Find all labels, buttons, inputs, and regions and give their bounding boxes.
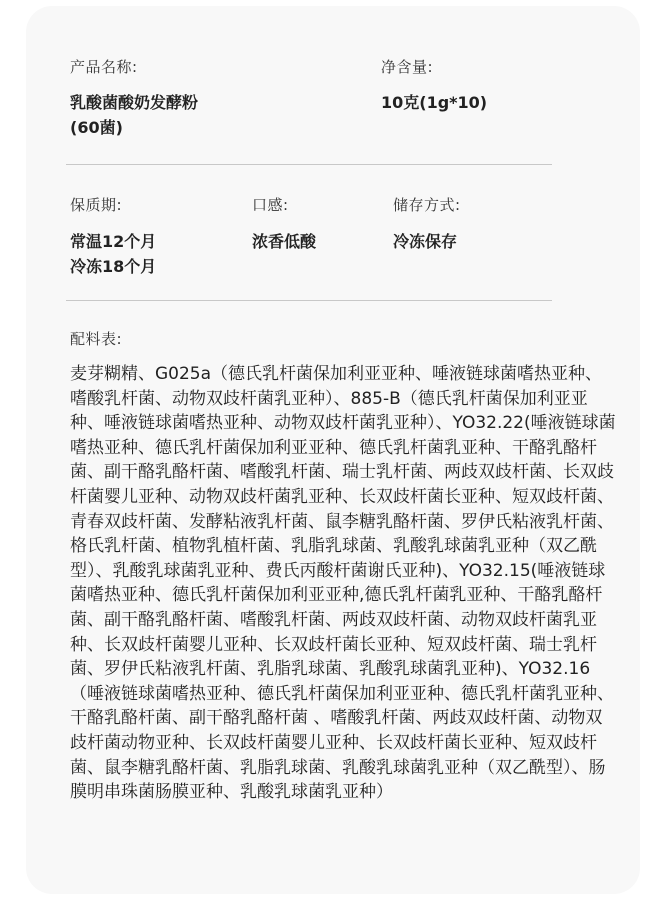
divider <box>66 300 552 301</box>
shelf-life-value: 常温12个月 冷冻18个月 <box>70 232 157 276</box>
taste-label: 口感: <box>252 196 289 214</box>
product-name-value: 乳酸菌酸奶发酵粉 (60菌) <box>70 93 199 137</box>
storage-method-label: 储存方式: <box>393 196 461 214</box>
net-content-label: 净含量: <box>381 58 434 76</box>
ingredients-label: 配料表: <box>70 330 123 348</box>
product-name-label: 产品名称: <box>70 58 138 76</box>
divider <box>66 164 552 165</box>
ingredients-text: 麦芽糊精、G025a（德氏乳杆菌保加利亚亚种、唾液链球菌嗜热亚种、嗜酸乳杆菌、动物双歧杆菌乳亚种）、885-B（德氏乳杆菌保加利亚亚种、唾液链球菌嗜热亚种、动物双歧杆菌乳亚种）、YO32.22(唾液链球菌嗜热亚种、德氏乳杆菌保加利亚亚种、德氏乳杆菌乳亚种、干酪乳酪杆菌、副干酪乳酪杆菌、嗜酸乳杆菌、瑞士乳杆菌、两歧双歧杆菌、长双歧杆菌婴儿亚种、动物双歧杆菌乳亚种、长双歧杆菌长亚种、短双歧杆菌、青春双歧杆菌、发酵粘液乳杆菌、鼠李糖乳酪杆菌、罗伊氏粘液乳杆菌、格氏乳杆菌、植物乳植杆菌、乳脂乳球菌、乳酸乳球菌乳亚种（双乙酰型）、乳酸乳球菌乳亚种、费氏丙酸杆菌谢氏亚种)、YO32.15(唾液链球菌嗜热亚种、德氏乳杆菌保加利亚亚种,德氏乳杆菌乳亚种、干酪乳酪杆菌、副干酪乳酪杆菌、嗜酸乳杆菌、两歧双歧杆菌、动物双歧杆菌乳亚种、长双歧杆菌婴儿亚种、长双歧杆菌长亚种、短双歧杆菌、瑞士乳杆菌、罗伊氏粘液乳杆菌、乳脂乳球菌、乳酸乳球菌乳亚种)、YO32.16（唾液链球菌嗜热亚种、德氏乳杆菌保加利亚亚种、德氏乳杆菌乳亚种、干酪乳酪杆菌、副干酪乳酪杆菌 、嗜酸乳杆菌、两歧双歧杆菌、动物双歧杆菌动物亚种、长双歧杆菌婴儿亚种、长双歧杆菌长亚种、短双歧杆菌、鼠李糖乳酪杆菌、乳脂乳球菌、乳酸乳球菌乳亚种（双乙酰型）、肠膜明串珠菌肠膜亚种、乳酸乳球菌乳亚种） <box>70 364 616 803</box>
taste-value: 浓香低酸 <box>252 232 317 251</box>
net-content-value: 10克(1g*10) <box>381 93 488 112</box>
shelf-life-label: 保质期: <box>70 196 123 214</box>
storage-method-value: 冷冻保存 <box>393 232 458 251</box>
